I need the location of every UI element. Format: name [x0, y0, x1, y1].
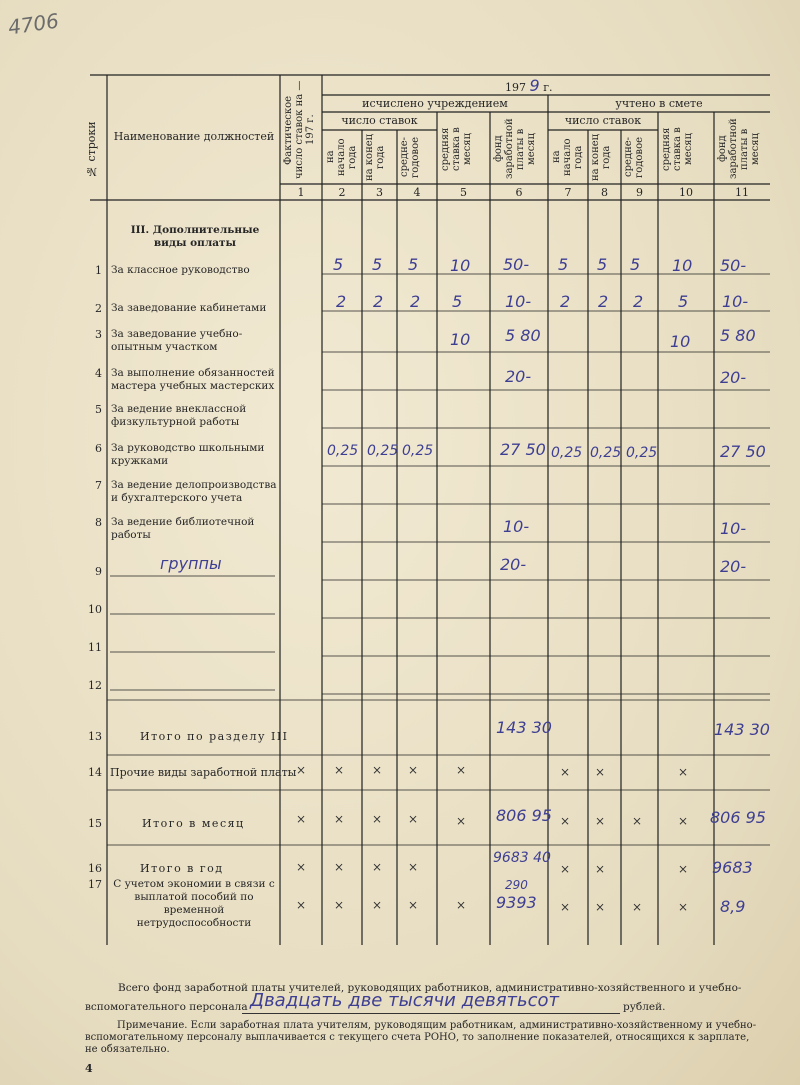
row-8-label: За ведение библиотечной работы — [111, 516, 255, 541]
row-17-label: С учетом экономии в связи с выплатой пособий по временной нетрудоспособности — [113, 878, 275, 929]
row-1-c2: 5 — [333, 255, 344, 274]
row-15-cross-3: × — [371, 812, 383, 826]
row-9-label: группы — [160, 554, 222, 573]
row-2-c8: 2 — [598, 292, 609, 311]
row-2-c11: 10- — [722, 292, 749, 311]
header-start-year-2: на начало года — [551, 138, 584, 176]
col-number-10: 10 — [679, 186, 693, 199]
row-15-label: Итого в месяц — [142, 817, 245, 830]
row-6-c6: 27 50 — [500, 440, 546, 459]
row-16-cross-3: × — [371, 860, 383, 874]
header-start-year-1: на начало года — [325, 138, 358, 176]
row-6-c7: 0,25 — [551, 445, 583, 461]
col-number-1: 1 — [297, 186, 305, 199]
row-17-c6-top: 290 — [505, 878, 528, 892]
row-3-c11: 5 80 — [720, 326, 756, 345]
row-6-c2: 0,25 — [327, 443, 359, 459]
row-15-cross-10: × — [677, 814, 689, 828]
col-number-4: 4 — [413, 186, 421, 199]
row-2-c10: 5 — [678, 292, 689, 311]
row-6-c4: 0,25 — [402, 443, 434, 459]
row-2-c3: 2 — [373, 292, 384, 311]
row-17-c11: 8,9 — [720, 897, 746, 916]
row-2-c9: 2 — [633, 292, 644, 311]
section-title: III. Дополнительные виды оплаты — [130, 224, 260, 249]
row-6-c11: 27 50 — [720, 442, 766, 461]
footer-note: Примечание. Если заработная плата учителям, руководящим работникам, административно-хозяйственному и учебно-вспомогательному персоналу выплачивается с текущего счета РОНО, то заполнение показателей, относящихся к зарплате, не обязательно. — [85, 1020, 757, 1055]
row-1-c11: 50- — [720, 256, 747, 275]
header-end-year-2: на конец года — [590, 133, 612, 181]
row-2-c2: 2 — [336, 292, 347, 311]
row-16-cross-2: × — [333, 860, 345, 874]
header-pay-fund-2: фонд заработной платы в месяц — [717, 118, 761, 180]
row-16-label: Итого в год — [140, 862, 224, 875]
row-2-c7: 2 — [560, 292, 571, 311]
row-13-label: Итого по разделу III — [140, 730, 289, 743]
row-14-cross-8: × — [594, 765, 606, 779]
col-number-3: 3 — [376, 186, 383, 199]
footer-line-2-prefix: вспомогательного персонала — [85, 1001, 248, 1013]
row-17-cross-9: × — [631, 900, 643, 914]
row-2-c6: 10- — [505, 292, 532, 311]
row-3-c5: 10 — [450, 330, 471, 349]
col-number-8: 8 — [601, 186, 608, 199]
row-13-c6: 143 30 — [496, 718, 552, 737]
col-number-6: 6 — [515, 186, 523, 199]
row-1-c9: 5 — [630, 255, 641, 274]
header-row-number: № строки — [85, 121, 98, 179]
row-5-number: 5 — [95, 403, 102, 416]
row-6-c9: 0,25 — [626, 445, 658, 461]
row-15-cross-9: × — [631, 814, 643, 828]
row-4-number: 4 — [95, 367, 102, 380]
row-2-c5: 5 — [452, 292, 463, 311]
row-11-number: 11 — [88, 641, 102, 654]
header-annual-avg-2: средне-годовое — [623, 136, 645, 178]
row-15-cross-4: × — [407, 812, 419, 826]
header-year-digit: 9 — [529, 76, 540, 95]
row-9-number: 9 — [95, 565, 102, 578]
row-8-c6: 10- — [503, 517, 530, 536]
row-17-cross-10: × — [677, 900, 689, 914]
row-2-number: 2 — [95, 302, 102, 315]
archive-number: 4706 — [6, 8, 61, 40]
row-15-cross-1: × — [295, 812, 307, 826]
row-3-label: За заведование учебно-опытным участком — [111, 328, 243, 353]
row-16-cross-7: × — [559, 862, 571, 876]
row-14-cross-3: × — [371, 763, 383, 777]
row-14-cross-5: × — [455, 763, 467, 777]
row-1-c4: 5 — [408, 255, 419, 274]
row-17-c6: 9393 — [496, 893, 537, 912]
row-14-cross-7: × — [559, 765, 571, 779]
row-14-cross-2: × — [333, 763, 345, 777]
col-number-9: 9 — [636, 186, 643, 199]
row-6-label: За руководство школьными кружками — [111, 442, 265, 467]
col-number-7: 7 — [564, 186, 572, 199]
row-3-c10: 10 — [670, 332, 691, 351]
row-17-cross-2: × — [333, 898, 345, 912]
row-1-label: За классное руководство — [111, 264, 250, 276]
row-17-cross-5: × — [455, 898, 467, 912]
row-17-cross-8: × — [594, 900, 606, 914]
row-4-c11: 20- — [720, 368, 747, 387]
footer-line-2-suffix: рублей. — [623, 1001, 666, 1013]
row-3-number: 3 — [95, 328, 102, 341]
row-17-cross-3: × — [371, 898, 383, 912]
row-3-c6: 5 80 — [505, 326, 541, 345]
row-1-c5: 10 — [450, 256, 471, 275]
row-15-c6: 806 95 — [496, 806, 552, 825]
row-14-number: 14 — [88, 766, 102, 779]
row-9-c6: 20- — [500, 555, 527, 574]
col-number-11: 11 — [735, 186, 749, 199]
row-16-cross-8: × — [594, 862, 606, 876]
header-year-suffix: г. — [543, 81, 553, 94]
col-number-2: 2 — [338, 186, 346, 199]
row-15-c11: 806 95 — [710, 808, 766, 827]
row-6-c8: 0,25 — [590, 445, 622, 461]
row-13-c11: 143 30 — [714, 720, 770, 739]
row-17-cross-4: × — [407, 898, 419, 912]
row-8-c11: 10- — [720, 519, 747, 538]
row-16-number: 16 — [88, 862, 102, 875]
row-1-c10: 10 — [672, 256, 693, 275]
footer-line-1: Всего фонд заработной платы учителей, руководящих работников, административно-хозяйственного и учебно- — [118, 982, 742, 994]
header-avg-rate-1: средняя ставка в месяц — [440, 127, 473, 171]
header-stake-count-institution: число ставок — [341, 114, 418, 127]
row-9-c11: 20- — [720, 557, 747, 576]
row-17-cross-7: × — [559, 900, 571, 914]
row-2-c4: 2 — [410, 292, 421, 311]
header-group-estimate: учтено в смете — [615, 97, 703, 110]
header-end-year-1: на конец года — [364, 133, 386, 181]
header-pay-fund-1: фонд заработной платы в месяц — [493, 118, 537, 180]
row-1-c6: 50- — [503, 255, 530, 274]
row-6-number: 6 — [95, 442, 102, 455]
row-1-c7: 5 — [558, 255, 569, 274]
header-avg-rate-2: средняя ставка в месяц — [661, 127, 694, 171]
row-14-cross-10: × — [677, 765, 689, 779]
row-15-cross-5: × — [455, 814, 467, 828]
row-12-number: 12 — [88, 679, 102, 692]
header-year — [505, 76, 552, 95]
page-number: 4 — [85, 1062, 93, 1075]
row-16-cross-10: × — [677, 862, 689, 876]
row-16-c6: 9683 40 — [493, 850, 551, 866]
row-1-c8: 5 — [597, 255, 608, 274]
row-16-cross-4: × — [407, 860, 419, 874]
header-stake-count-estimate: число ставок — [564, 114, 642, 127]
row-15-cross-8: × — [594, 814, 606, 828]
row-14-cross-1: × — [295, 763, 307, 777]
row-1-c3: 5 — [372, 255, 383, 274]
row-4-label: За выполнение обязанностей мастера учебных мастерских — [111, 367, 275, 392]
row-17-number: 17 — [88, 878, 102, 891]
header-actual-staff: Фактическое число ставок на — 197 г. — [283, 80, 316, 180]
footer-underline — [242, 1013, 620, 1014]
row-15-cross-7: × — [559, 814, 571, 828]
row-7-label: За ведение делопроизводства и бухгалтерского учета — [111, 479, 277, 504]
row-16-cross-1: × — [295, 860, 307, 874]
row-7-number: 7 — [95, 479, 102, 492]
footer-handwritten-sum: Двадцать две тысячи девятьсот — [250, 990, 560, 1011]
row-17-cross-1: × — [295, 898, 307, 912]
row-6-c3: 0,25 — [367, 443, 399, 459]
row-4-c6: 20- — [505, 367, 532, 386]
header-annual-avg-1: средне-годовое — [399, 136, 421, 178]
row-2-label: За заведование кабинетами — [111, 302, 267, 314]
row-5-label: За ведение внеклассной физкультурной работы — [111, 403, 247, 428]
row-14-cross-4: × — [407, 763, 419, 777]
row-8-number: 8 — [95, 516, 102, 529]
row-15-number: 15 — [88, 817, 102, 830]
row-14-label: Прочие виды заработной платы — [110, 766, 297, 779]
row-15-cross-2: × — [333, 812, 345, 826]
row-16-c11: 9683 — [712, 858, 753, 877]
col-number-5: 5 — [460, 186, 467, 199]
header-position-name: Наименование должностей — [113, 130, 275, 143]
row-1-number: 1 — [95, 264, 102, 277]
row-13-number: 13 — [88, 730, 102, 743]
row-10-number: 10 — [88, 603, 102, 616]
header-group-institution: исчислено учреждением — [362, 97, 508, 110]
header-year-prefix: 197 — [505, 81, 526, 94]
